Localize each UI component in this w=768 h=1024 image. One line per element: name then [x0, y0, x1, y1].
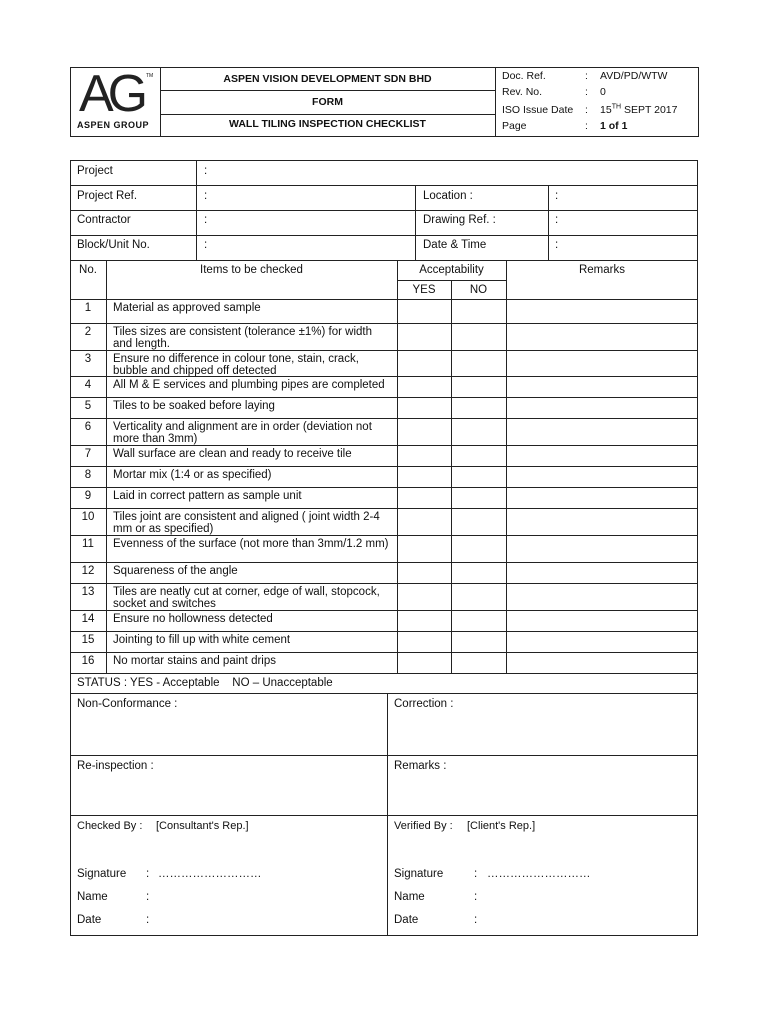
col-header-remarks: Remarks	[578, 264, 625, 276]
form-title: WALL TILING INSPECTION CHECKLIST	[229, 118, 426, 130]
item-text: Squareness of the angle	[113, 565, 238, 577]
remarks-cell[interactable]	[507, 487, 697, 508]
item-text: Tiles joint are consistent and aligned ( joint width 2-4 mm or as specified)	[113, 511, 380, 535]
item-number: 6	[84, 421, 92, 433]
no-checkbox-cell[interactable]	[452, 397, 506, 418]
remarks-cell[interactable]	[507, 466, 697, 487]
non-conformance-label: Non-Conformance :	[77, 698, 178, 710]
meta-colon: :	[585, 70, 588, 82]
item-text: Ensure no difference in colour tone, stain, crack, bubble and chipped off detected	[113, 353, 359, 377]
item-number: 2	[84, 326, 92, 338]
col-header-no-answer: NO	[469, 284, 488, 296]
drawing-ref-colon: :	[555, 214, 559, 226]
remarks-cell[interactable]	[507, 631, 697, 652]
remarks-cell[interactable]	[507, 376, 697, 397]
yes-checkbox-cell[interactable]	[398, 418, 451, 445]
location-colon: :	[555, 190, 559, 202]
verifier-name-label: Name	[394, 891, 425, 903]
table-row	[70, 652, 698, 673]
item-number: 12	[81, 565, 95, 577]
item-number: 13	[81, 586, 95, 598]
table-row	[70, 610, 698, 631]
project-ref-label: Project Ref.	[77, 190, 138, 202]
yes-checkbox-cell[interactable]	[398, 299, 451, 323]
remarks-label: Remarks :	[394, 760, 447, 772]
verifier-signature-label: Signature	[394, 868, 444, 880]
checker-date-colon: :	[146, 914, 150, 926]
item-number: 15	[81, 634, 95, 646]
item-text: Mortar mix (1:4 or as specified)	[113, 469, 272, 481]
yes-checkbox-cell[interactable]	[398, 583, 451, 610]
yes-checkbox-cell[interactable]	[398, 466, 451, 487]
company-logo	[74, 65, 158, 134]
checker-signature-label: Signature	[77, 868, 127, 880]
meta-page-label: Page	[502, 120, 527, 132]
yes-checkbox-cell[interactable]	[398, 323, 451, 350]
item-number: 3	[84, 353, 92, 365]
no-checkbox-cell[interactable]	[452, 323, 506, 350]
checker-name-label: Name	[77, 891, 108, 903]
location-label: Location :	[423, 190, 473, 202]
meta-colon: :	[585, 104, 588, 116]
meta-colon: :	[585, 86, 588, 98]
contractor-label: Contractor	[77, 214, 131, 226]
remarks-cell[interactable]	[507, 397, 697, 418]
no-checkbox-cell[interactable]	[452, 350, 506, 376]
project-colon: :	[204, 165, 208, 177]
item-text: Tiles are neatly cut at corner, edge of wall, stopcock, socket and switches	[113, 586, 380, 610]
yes-checkbox-cell[interactable]	[398, 445, 451, 466]
table-row	[70, 508, 698, 535]
meta-iso-label: ISO Issue Date	[502, 104, 574, 116]
checker-signature-line: ………………………	[158, 868, 262, 880]
item-text: Ensure no hollowness detected	[113, 613, 273, 625]
table-row	[70, 323, 698, 350]
item-text: Evenness of the surface (not more than 3mm/1.2 mm)	[113, 538, 389, 550]
logo-letters: AG	[79, 65, 143, 123]
item-text: No mortar stains and paint drips	[113, 655, 276, 667]
item-number: 16	[81, 655, 95, 667]
status-legend: STATUS : YES - Acceptable NO – Unacceptable	[77, 677, 333, 689]
item-number: 7	[84, 448, 92, 460]
yes-checkbox-cell[interactable]	[398, 487, 451, 508]
item-text: Tiles to be soaked before laying	[113, 400, 275, 412]
yes-checkbox-cell[interactable]	[398, 652, 451, 673]
table-row	[70, 487, 698, 508]
remarks-cell[interactable]	[507, 583, 697, 610]
no-checkbox-cell[interactable]	[452, 418, 506, 445]
verifier-signature-line: ………………………	[487, 868, 591, 880]
project-ref-colon: :	[204, 190, 208, 202]
item-text: All M & E services and plumbing pipes are completed	[113, 379, 385, 391]
table-row	[70, 350, 698, 376]
item-text: Jointing to fill up with white cement	[113, 634, 291, 646]
verifier-date-colon: :	[474, 914, 478, 926]
no-checkbox-cell[interactable]	[452, 508, 506, 535]
date-time-colon: :	[555, 239, 559, 251]
verified-by-role: [Client's Rep.]	[467, 820, 536, 832]
yes-checkbox-cell[interactable]	[398, 631, 451, 652]
table-row	[70, 299, 698, 323]
project-label: Project	[77, 165, 113, 177]
yes-checkbox-cell[interactable]	[398, 376, 451, 397]
item-number: 4	[84, 379, 92, 391]
verifier-signature-colon: :	[474, 868, 478, 880]
no-checkbox-cell[interactable]	[452, 445, 506, 466]
re-inspection-label: Re-inspection :	[77, 760, 154, 772]
item-text: Verticality and alignment are in order (deviation not more than 3mm)	[113, 421, 372, 445]
logo-tm: TM	[146, 73, 154, 79]
yes-checkbox-cell[interactable]	[398, 350, 451, 376]
item-text: Wall surface are clean and ready to receive tile	[113, 448, 352, 460]
col-header-acceptability: Acceptability	[419, 264, 484, 276]
remarks-cell[interactable]	[507, 323, 697, 350]
contractor-colon: :	[204, 214, 208, 226]
table-row	[70, 562, 698, 583]
yes-checkbox-cell[interactable]	[398, 610, 451, 631]
table-row	[70, 418, 698, 445]
logo-group-name: ASPEN GROUP	[77, 120, 150, 130]
drawing-ref-label: Drawing Ref. :	[423, 214, 496, 226]
no-checkbox-cell[interactable]	[452, 583, 506, 610]
verifier-name-colon: :	[474, 891, 478, 903]
meta-rev-value: 0	[600, 86, 606, 98]
item-number: 8	[84, 469, 92, 481]
checked-by-label: Checked By :	[77, 820, 143, 832]
date-time-label: Date & Time	[423, 239, 487, 251]
meta-iso-value: 15TH SEPT 2017	[600, 103, 678, 116]
table-row	[70, 466, 698, 487]
verified-by-label: Verified By :	[394, 820, 453, 832]
company-name: ASPEN VISION DEVELOPMENT SDN BHD	[223, 73, 432, 85]
yes-checkbox-cell[interactable]	[398, 535, 451, 562]
remarks-cell[interactable]	[507, 610, 697, 631]
table-row	[70, 397, 698, 418]
item-number: 10	[81, 511, 95, 523]
checked-by-role: [Consultant's Rep.]	[156, 820, 249, 832]
item-number: 5	[84, 400, 92, 412]
remarks-cell[interactable]	[507, 535, 697, 562]
meta-colon: :	[585, 120, 588, 132]
checker-date-label: Date	[77, 914, 102, 926]
remarks-cell[interactable]	[507, 562, 697, 583]
table-row	[70, 445, 698, 466]
table-row	[70, 535, 698, 562]
table-row	[70, 631, 698, 652]
block-unit-colon: :	[204, 239, 208, 251]
item-text: Laid in correct pattern as sample unit	[113, 490, 302, 502]
item-number: 9	[84, 490, 92, 502]
table-row	[70, 376, 698, 397]
col-header-items: Items to be checked	[200, 264, 303, 276]
meta-doc-ref-value: AVD/PD/WTW	[600, 70, 668, 82]
meta-page-value: 1 of 1	[600, 120, 628, 132]
no-checkbox-cell[interactable]	[452, 610, 506, 631]
no-checkbox-cell[interactable]	[452, 466, 506, 487]
no-checkbox-cell[interactable]	[452, 631, 506, 652]
table-row	[70, 583, 698, 610]
remarks-cell[interactable]	[507, 445, 697, 466]
item-number: 11	[82, 538, 94, 550]
item-text: Material as approved sample	[113, 302, 261, 314]
yes-checkbox-cell[interactable]	[398, 397, 451, 418]
meta-rev-label: Rev. No.	[502, 86, 543, 98]
correction-label: Correction :	[394, 698, 454, 710]
checker-name-colon: :	[146, 891, 150, 903]
no-checkbox-cell[interactable]	[452, 562, 506, 583]
remarks-cell[interactable]	[507, 652, 697, 673]
checker-signature-colon: :	[146, 868, 150, 880]
remarks-cell[interactable]	[507, 418, 697, 445]
item-text: Tiles sizes are consistent (tolerance ±1%) for width and length.	[113, 326, 372, 350]
no-checkbox-cell[interactable]	[452, 299, 506, 323]
item-number: 1	[84, 302, 92, 314]
block-unit-label: Block/Unit No.	[77, 239, 150, 251]
form-label: FORM	[312, 96, 343, 108]
no-checkbox-cell[interactable]	[452, 652, 506, 673]
no-checkbox-cell[interactable]	[452, 535, 506, 562]
col-header-yes: YES	[412, 284, 436, 296]
no-checkbox-cell[interactable]	[452, 376, 506, 397]
col-header-no: No.	[79, 264, 97, 276]
remarks-cell[interactable]	[507, 299, 697, 323]
remarks-cell[interactable]	[507, 508, 697, 535]
meta-doc-ref-label: Doc. Ref.	[502, 70, 546, 82]
verifier-date-label: Date	[394, 914, 419, 926]
remarks-cell[interactable]	[507, 350, 697, 376]
yes-checkbox-cell[interactable]	[398, 508, 451, 535]
item-number: 14	[81, 613, 95, 625]
yes-checkbox-cell[interactable]	[398, 562, 451, 583]
no-checkbox-cell[interactable]	[452, 487, 506, 508]
